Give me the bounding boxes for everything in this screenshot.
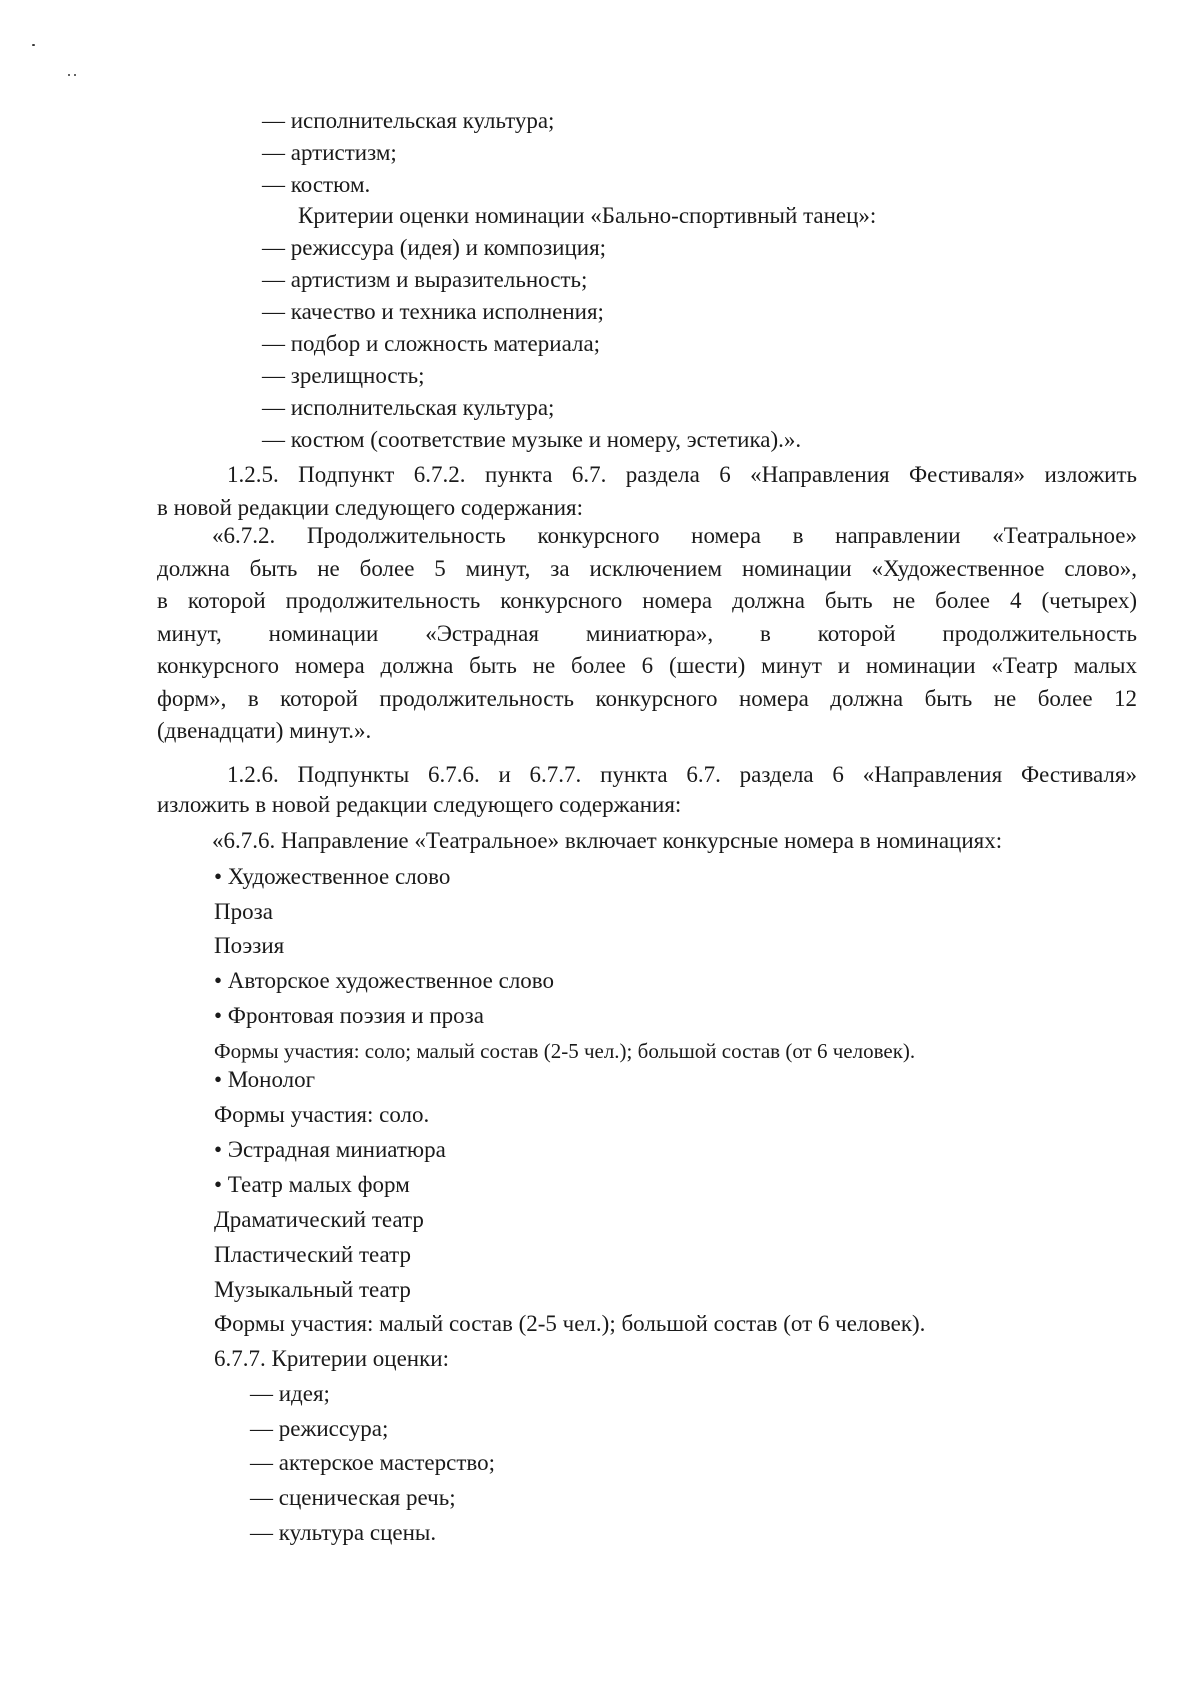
paragraph-line: должна быть не более 5 минут, за исключением номинации «Художественное слово»,	[157, 555, 1137, 581]
criteria-line: — качество и техника исполнения;	[262, 299, 604, 324]
paragraph-line: (двенадцати) минут.».	[157, 718, 372, 743]
paragraph-line: 1.2.5. Подпункт 6.7.2. пункта 6.7. раздела 6 «Направления Фестиваля» изложить	[227, 462, 1137, 487]
participation-forms: Формы участия: соло; малый состав (2-5 чел.); большой состав (от 6 человек).	[214, 1039, 916, 1063]
paragraph-1-2-5	[157, 459, 1137, 524]
criteria-line: — режиссура;	[250, 1416, 389, 1441]
nomination-item: • Фронтовая поэзия и проза	[214, 1003, 484, 1028]
criteria-line: — костюм (соответствие музыке и номеру, эстетика).».	[262, 427, 802, 452]
criteria-line: — подбор и сложность материала;	[262, 331, 601, 356]
nomination-item: • Авторское художественное слово	[214, 968, 555, 993]
subnomination-item: Музыкальный театр	[214, 1277, 411, 1302]
subnomination-item: Проза	[214, 899, 273, 924]
paragraph-line: в новой редакции следующего содержания:	[157, 494, 583, 520]
criteria-line: — артистизм и выразительность;	[262, 267, 588, 292]
subnomination-item: Драматический театр	[214, 1207, 424, 1232]
scan-speck	[74, 74, 76, 76]
paragraph-line: в которой продолжительность конкурсного номера должна быть не более 4 (четырех)	[157, 588, 1137, 613]
criteria-line: — исполнительская культура;	[262, 395, 555, 420]
paragraph-6-7-6-intro: «6.7.6. Направление «Театральное» включает конкурсные номера в номинациях:	[212, 828, 1003, 853]
paragraph-line: конкурсного номера должна быть не более 6 (шести) минут и номинации «Театр малых	[157, 653, 1137, 678]
participation-forms: Формы участия: соло.	[214, 1102, 430, 1127]
nomination-item: • Эстрадная миниатюра	[214, 1137, 446, 1162]
subnomination-item: Поэзия	[214, 933, 285, 958]
paragraph-line: «6.7.2. Продолжительность конкурсного номера в направлении «Театральное»	[212, 523, 1137, 548]
criteria-line: — исполнительская культура;	[262, 108, 555, 133]
nomination-item: • Монолог	[214, 1067, 316, 1092]
criteria-heading: Критерии оценки номинации «Бально-спортивный танец»:	[298, 203, 877, 228]
subnomination-item: Пластический театр	[214, 1242, 411, 1267]
scan-speck	[68, 74, 70, 76]
criteria-line: — актерское мастерство;	[250, 1450, 495, 1475]
criteria-line: — сценическая речь;	[250, 1485, 456, 1510]
paragraph-line: 1.2.6. Подпункты 6.7.6. и 6.7.7. пункта 6.7. раздела 6 «Направления Фестиваля»	[227, 762, 1137, 787]
nomination-item: • Художественное слово	[214, 864, 451, 889]
criteria-line: — артистизм;	[262, 140, 397, 165]
paragraph-6-7-2	[157, 520, 1137, 748]
paragraph-line: минут, номинации «Эстрадная миниатюра», в которой продолжительность	[157, 620, 1137, 646]
paragraph-line: форм», в которой продолжительность конкурсного номера должна быть не более 12	[157, 685, 1137, 711]
criteria-line: — культура сцены.	[250, 1520, 437, 1545]
criteria-line: — режиссура (идея) и композиция;	[262, 235, 607, 260]
paragraph-1-2-6	[157, 760, 1137, 820]
nomination-item: • Театр малых форм	[214, 1172, 410, 1197]
criteria-heading: 6.7.7. Критерии оценки:	[214, 1346, 449, 1371]
scan-speck	[32, 44, 35, 46]
participation-forms: Формы участия: малый состав (2-5 чел.); большой состав (от 6 человек).	[214, 1311, 926, 1336]
criteria-line: — зрелищность;	[262, 363, 425, 388]
criteria-line: — идея;	[250, 1381, 330, 1406]
paragraph-line: изложить в новой редакции следующего содержания:	[157, 792, 682, 817]
criteria-line: — костюм.	[262, 172, 371, 197]
